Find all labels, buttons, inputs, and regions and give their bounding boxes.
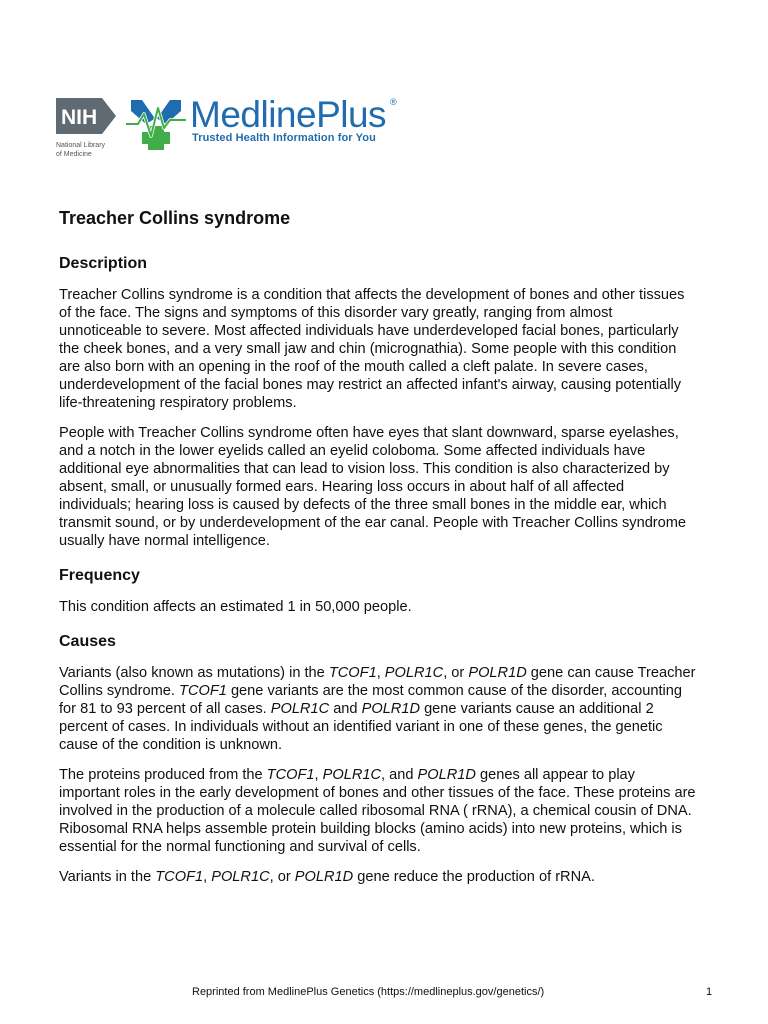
nih-subtitle [56, 142, 105, 159]
section-heading: Description [59, 255, 148, 272]
document-body [59, 206, 699, 898]
gene-name: POLR1D [468, 665, 527, 681]
text-run: The proteins produced from the [59, 767, 267, 783]
section-heading: Causes [59, 633, 116, 650]
section-description [59, 254, 699, 550]
text-run: genes all appear to play important roles in the early development of bones and other tissues of the face. These proteins are involved in the production of a molecule called ribosomal RNA ( rRNA), a chemical cousin of DNA. Ribosomal RNA helps assemble protein building blocks (amino acids) into new proteins, which is essential for the normal functioning and survival of cells. [59, 767, 696, 855]
page-header [56, 94, 416, 174]
paragraph [59, 868, 699, 886]
section-frequency [59, 566, 699, 616]
text-run: Variants (also known as mutations) in the [59, 665, 329, 681]
gene-name: POLR1C [270, 701, 330, 717]
text-run: gene can cause Treacher Collins syndrome. [59, 665, 696, 699]
text-run: , and [381, 767, 418, 783]
paragraph [59, 598, 699, 616]
gene-name: TCOF1 [266, 767, 315, 783]
nih-badge-icon [56, 98, 118, 134]
paragraph [59, 286, 699, 412]
gene-name: POLR1C [384, 665, 444, 681]
text-run: , or [443, 665, 469, 681]
gene-name: TCOF1 [155, 869, 204, 885]
paragraph [59, 424, 699, 550]
footer-attribution: Reprinted from MedlinePlus Genetics (https://medlineplus.gov/genetics/) [192, 986, 545, 998]
page-title: Treacher Collins syndrome [59, 208, 291, 228]
paragraph [59, 766, 699, 856]
text-run: , [203, 869, 212, 885]
page-number: 1 [706, 986, 713, 998]
registered-mark: ® [390, 97, 397, 107]
text-run: Treacher Collins syndrome is a condition that affects the development of bones and other tissues of the face. The signs and symptoms of this disorder vary greatly, ranging from almost unnoticeable to severe. Most affected individuals have underdeveloped facial bones, particularly the cheek bones, and a very small jaw and chin (micrognathia). Some people with this condition are also born with an opening in the roof of the mouth called a cleft palate. In severe cases, underdevelopment of the facial bones may restrict an affected infant's airway, causing potentially life-threatening respiratory problems. [59, 287, 685, 411]
nih-logo-text: NIH [61, 106, 98, 129]
paragraph [59, 664, 699, 754]
text-run: , [376, 665, 385, 681]
text-run: Variants in the [59, 869, 156, 885]
nih-subtitle-line2: of Medicine [56, 150, 92, 158]
gene-name: POLR1C [322, 767, 382, 783]
brand-name: MedlinePlus [190, 94, 387, 135]
text-run: , or [269, 869, 295, 885]
text-run: and [329, 701, 362, 717]
sections-container [59, 254, 699, 886]
brand-tagline: Trusted Health Information for You [192, 132, 376, 144]
gene-name: POLR1C [211, 869, 270, 885]
gene-name: POLR1D [361, 701, 421, 717]
gene-name: POLR1D [417, 767, 476, 783]
text-run: This condition affects an estimated 1 in 50,000 people. [59, 599, 412, 615]
gene-name: POLR1D [294, 869, 354, 885]
text-run: People with Treacher Collins syndrome often have eyes that slant downward, sparse eyelashes, and a notch in the lower eyelids called an eyelid coloboma. Some affected individuals have additional eye abnormalities that can lead to vision loss. This condition is also characterized by absent, small, or unusually formed ears. Hearing loss occurs in about half of all affected individuals; hearing loss is caused by defects of the three small bones in the middle ear, which transmit sound, or by underdevelopment of the ear canal. People with Treacher Collins syndrome usually have normal intelligence. [59, 425, 687, 549]
text-run: , [314, 767, 323, 783]
gene-name: TCOF1 [179, 683, 227, 699]
medlineplus-emblem-icon [126, 94, 186, 150]
section-causes [59, 632, 699, 886]
text-run: gene variants cause an additional 2 percent of cases. In individuals without an identified variant in one of these genes, the genetic cause of the condition is unknown. [59, 701, 663, 753]
text-run: gene reduce the production of rRNA. [353, 869, 595, 885]
text-run: gene variants are the most common cause of the disorder, accounting for 81 to 93 percent of all cases. [59, 683, 682, 717]
nih-subtitle-line1: National Library [56, 142, 106, 149]
gene-name: TCOF1 [328, 665, 377, 681]
section-heading: Frequency [59, 567, 140, 584]
nih-logo [56, 98, 120, 158]
